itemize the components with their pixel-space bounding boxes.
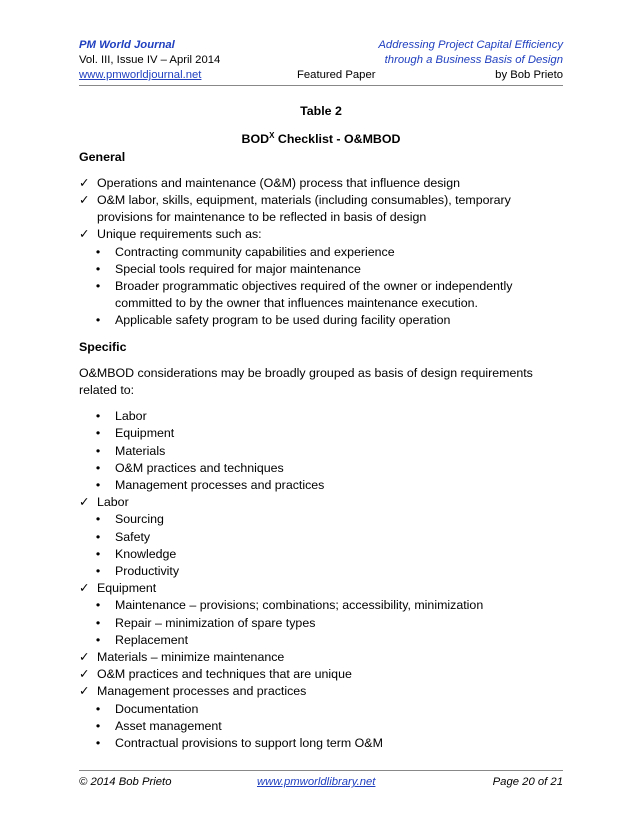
- list-item: • Management processes and practices: [79, 477, 563, 494]
- list-item: ✓ O&M labor, skills, equipment, materials (including consumables), temporary provisions for maintenance to be reflected in basis of design: [79, 192, 511, 225]
- document-body: [79, 103, 563, 752]
- journal-name: PM World Journal: [79, 39, 175, 51]
- table-title-superscript: X: [269, 131, 275, 141]
- list-item: • Knowledge: [79, 546, 563, 563]
- table-title: [79, 127, 563, 148]
- list-item: ✓ O&M practices and techniques that are unique: [79, 666, 563, 683]
- list-item: ✓ Management processes and practices: [79, 683, 563, 700]
- check-icon: ✓: [79, 684, 90, 699]
- bullet-icon: •: [95, 313, 101, 328]
- list-item: • Sourcing: [79, 511, 563, 528]
- bullet-icon: •: [95, 426, 101, 441]
- check-icon: ✓: [79, 581, 90, 596]
- list-item: • Maintenance – provisions; combinations; accessibility, minimization: [79, 597, 563, 614]
- list-item: ✓ Operations and maintenance (O&M) process that influence design: [79, 175, 563, 192]
- page-footer: [79, 776, 563, 791]
- bullet-icon: •: [95, 278, 101, 293]
- library-url-link[interactable]: www.pmworldlibrary.net: [257, 776, 376, 788]
- list-item: • Equipment: [79, 425, 563, 442]
- bullet-icon: •: [95, 529, 101, 544]
- check-icon: ✓: [79, 175, 90, 190]
- bullet-icon: •: [95, 718, 101, 733]
- list-item: ✓ Unique requirements such as:: [79, 226, 563, 243]
- bullet-icon: •: [95, 598, 101, 613]
- list-item: • Contracting community capabilities and experience: [79, 244, 563, 261]
- bullet-icon: •: [95, 615, 101, 630]
- general-heading: General: [79, 149, 126, 164]
- bullet-icon: •: [95, 546, 101, 561]
- list-item: • Asset management: [79, 718, 563, 735]
- list-item: • Safety: [79, 529, 563, 546]
- list-item: • Special tools required for major maintenance: [79, 261, 563, 278]
- list-item: ✓ Labor: [79, 494, 563, 511]
- general-list: [79, 175, 563, 330]
- specific-list: [79, 408, 563, 752]
- list-item: • Documentation: [79, 701, 563, 718]
- specific-heading: Specific: [79, 339, 127, 354]
- list-item: • Repair – minimization of spare types: [79, 615, 563, 632]
- journal-issue: Vol. III, Issue IV – April 2014: [79, 54, 221, 66]
- page-header: [79, 38, 563, 83]
- list-item: • Broader programmatic objectives required of the owner or independently committed to by the owner that influences maintenance execution.: [79, 278, 563, 312]
- featured-paper-label: Featured Paper: [297, 69, 376, 81]
- bullet-icon: •: [95, 261, 101, 276]
- check-icon: ✓: [79, 667, 90, 682]
- bullet-icon: •: [95, 632, 101, 647]
- list-item: • Materials: [79, 443, 563, 460]
- list-item: • Applicable safety program to be used during facility operation: [79, 312, 563, 329]
- list-item: ✓ Equipment: [79, 580, 563, 597]
- check-icon: ✓: [79, 495, 90, 510]
- journal-url-link[interactable]: www.pmworldjournal.net: [79, 69, 202, 81]
- bullet-icon: •: [95, 443, 101, 458]
- header-divider: [79, 85, 563, 86]
- specific-intro: O&MBOD considerations may be broadly grouped as basis of design requirements related to:: [79, 365, 533, 397]
- author-byline: by Bob Prieto: [495, 69, 563, 81]
- bullet-icon: •: [95, 736, 101, 751]
- bullet-icon: •: [95, 244, 101, 259]
- check-icon: ✓: [79, 227, 90, 242]
- list-item: • Productivity: [79, 563, 563, 580]
- paper-title-line2: through a Business Basis of Design: [384, 54, 563, 66]
- paper-title-line1: Addressing Project Capital Efficiency: [378, 39, 563, 51]
- list-item: ✓ Materials – minimize maintenance: [79, 649, 563, 666]
- bullet-icon: •: [95, 477, 101, 492]
- table-title-suffix: Checklist - O&MBOD: [274, 132, 401, 147]
- bullet-icon: •: [95, 564, 101, 578]
- bullet-icon: •: [95, 512, 101, 527]
- bullet-icon: •: [95, 701, 101, 716]
- table-title-prefix: BOD: [241, 132, 270, 147]
- list-item: • Labor: [79, 408, 563, 425]
- list-item: • Contractual provisions to support long term O&M: [79, 735, 563, 752]
- list-item: • O&M practices and techniques: [79, 460, 563, 477]
- list-item: • Replacement: [79, 632, 563, 649]
- table-label: Table 2: [300, 104, 342, 118]
- footer-divider: [79, 770, 563, 771]
- check-icon: ✓: [79, 650, 90, 665]
- bullet-icon: •: [95, 409, 101, 424]
- page-number: Page 20 of 21: [492, 776, 563, 788]
- bullet-icon: •: [95, 460, 101, 475]
- check-icon: ✓: [79, 192, 90, 207]
- copyright-text: © 2014 Bob Prieto: [79, 776, 172, 788]
